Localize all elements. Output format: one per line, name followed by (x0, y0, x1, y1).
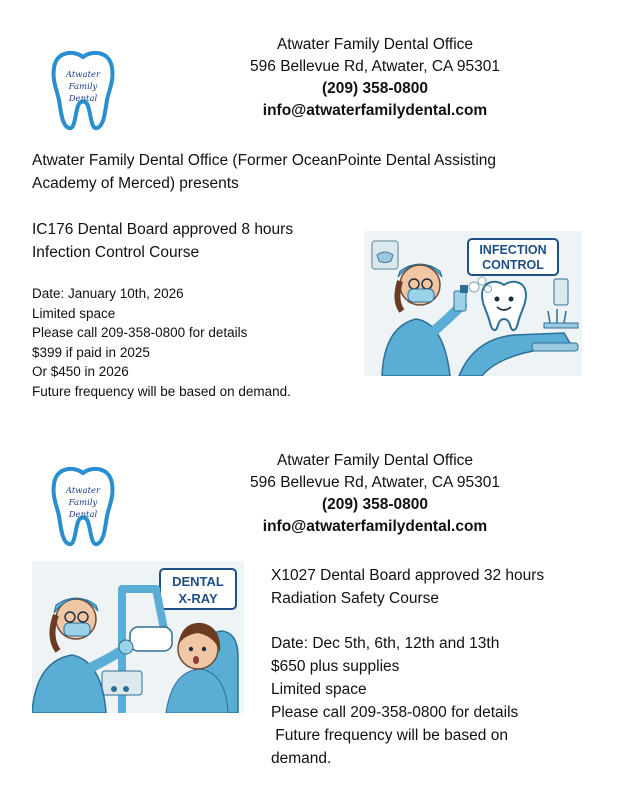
course1-detail: Limited space (32, 305, 116, 321)
course2-title-line: Radiation Safety Course (271, 590, 440, 607)
xray-sign-line1: DENTAL (172, 574, 224, 589)
office-logo (48, 464, 118, 552)
course2-details (271, 632, 518, 770)
course1-title (32, 218, 293, 264)
office-address: 596 Bellevue Rd, Atwater, CA 95301 (250, 474, 500, 491)
xray-sign-line2: X-RAY (178, 591, 218, 606)
course2-date: Date: Dec 5th, 6th, 12th and 13th (271, 635, 500, 652)
course1-details (32, 284, 291, 401)
course2-title (271, 564, 544, 610)
office-name: Atwater Family Dental Office (276, 452, 474, 469)
intro-line: Academy of Merced) presents (32, 175, 239, 192)
course2-detail: Future frequency will be based on (271, 727, 508, 744)
intro-line: Atwater Family Dental Office (Former OceanPointe Dental Assisting (32, 152, 497, 169)
course2-detail: Limited space (271, 681, 367, 698)
course1-detail: Please call 209-358-0800 for details (32, 325, 248, 340)
office-phone: (209) 358-0800 (322, 80, 428, 97)
tooth-logo-icon (48, 48, 118, 136)
office-email[interactable]: info@atwaterfamilydental.com (262, 518, 488, 535)
course2-detail: demand. (271, 750, 332, 767)
infection-control-illustration (364, 231, 582, 376)
office-email[interactable]: info@atwaterfamilydental.com (262, 102, 488, 119)
infection-sign-line2: CONTROL (482, 258, 544, 272)
office-phone: (209) 358-0800 (322, 496, 428, 513)
logo-text-line1: Atwater (65, 486, 101, 496)
course2-title-line: X1027 Dental Board approved 32 hours (271, 567, 545, 584)
office-header (195, 450, 555, 538)
course1-price: $399 if paid in 2025 (32, 344, 150, 360)
office-logo (48, 48, 118, 136)
course2-detail: Please call 209-358-0800 for details (271, 704, 519, 721)
office-name: Atwater Family Dental Office (276, 36, 474, 53)
logo-text-line2: Family (68, 82, 98, 92)
course2-price: $650 plus supplies (271, 658, 400, 675)
course1-title-line: IC176 Dental Board approved 8 hours (32, 221, 294, 238)
office-address: 596 Bellevue Rd, Atwater, CA 95301 (250, 58, 500, 75)
course1-price: Or $450 in 2026 (32, 364, 129, 379)
tooth-logo-icon (48, 464, 118, 552)
logo-text-line3: Dental (68, 510, 98, 520)
logo-text-line3: Dental (68, 94, 98, 104)
course1-date: Date: January 10th, 2026 (32, 286, 184, 301)
office-header (195, 34, 555, 122)
logo-text-line2: Family (68, 498, 98, 508)
intro-text (32, 149, 496, 195)
course1-detail: Future frequency will be based on demand. (32, 383, 291, 399)
logo-text-line1: Atwater (65, 70, 101, 80)
dental-xray-illustration (32, 561, 244, 713)
course1-title-line: Infection Control Course (32, 244, 200, 261)
infection-sign-line1: INFECTION (479, 243, 547, 257)
